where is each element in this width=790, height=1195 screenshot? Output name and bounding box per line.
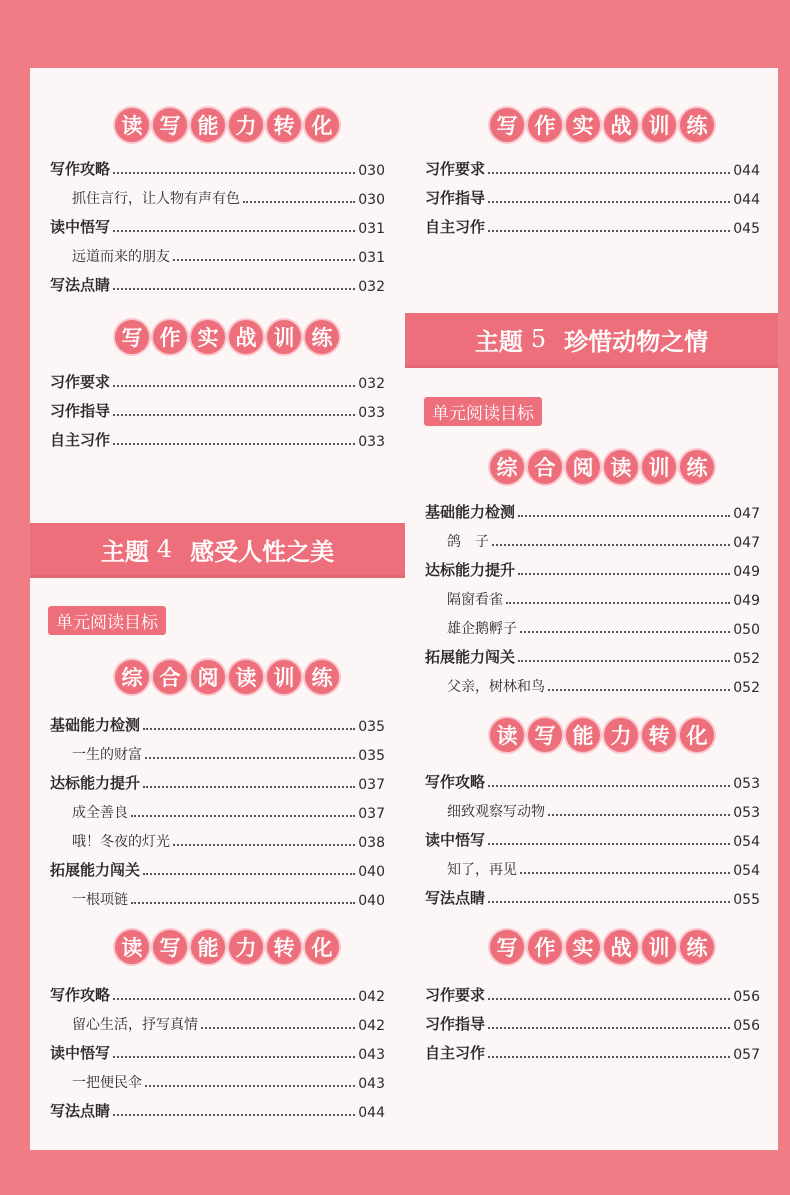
- toc-entry: [72, 800, 385, 822]
- toc-entry-label: 一把便民伞: [72, 1075, 142, 1091]
- toc-entry-label: 雄企鹅孵子: [447, 621, 517, 637]
- section-title-reading-writing: [490, 718, 714, 752]
- title-char: 作: [528, 930, 562, 964]
- toc-entry-label: 隔窗看雀: [447, 592, 503, 608]
- title-char: 写: [528, 718, 562, 752]
- toc-entry: [425, 983, 760, 1005]
- toc-entry-label: 拓展能力闯关: [425, 648, 516, 666]
- toc-entry: [72, 1012, 385, 1034]
- title-char: 读: [229, 660, 263, 694]
- dot-leader: [145, 1085, 355, 1087]
- toc-entry-label: 写法点睛: [50, 1102, 111, 1120]
- theme-number: 4: [156, 535, 173, 563]
- toc-entry-page: 031: [358, 221, 385, 237]
- section-title-reading-training: [490, 450, 714, 484]
- toc-entry: [425, 1041, 760, 1063]
- toc-entry-page: 054: [733, 863, 760, 879]
- dot-leader: [113, 1114, 355, 1116]
- dot-leader: [518, 573, 730, 575]
- dot-leader: [548, 689, 730, 691]
- toc-entry: [425, 645, 760, 667]
- toc-entry-label: 读中悟写: [425, 831, 486, 849]
- dot-leader: [113, 288, 355, 290]
- toc-entry-label: 细致观察写动物: [447, 804, 545, 820]
- dot-leader: [243, 201, 355, 203]
- toc-entry-label: 鸽 子: [447, 534, 489, 550]
- title-char: 练: [680, 108, 714, 142]
- section-title-reading-writing: [115, 930, 339, 964]
- dot-leader: [143, 786, 355, 788]
- section-title-reading-training: [115, 660, 339, 694]
- toc-entry-page: 033: [358, 434, 385, 450]
- dot-leader: [488, 1027, 730, 1029]
- dot-leader: [488, 843, 730, 845]
- dot-leader: [113, 998, 355, 1000]
- dot-leader: [488, 172, 730, 174]
- toc-entry: [50, 713, 385, 735]
- title-char: 写: [490, 930, 524, 964]
- dot-leader: [131, 902, 355, 904]
- toc-entry-label: 达标能力提升: [50, 774, 141, 792]
- toc-entry: [50, 399, 385, 421]
- dot-leader: [113, 414, 355, 416]
- dot-leader: [143, 728, 355, 730]
- toc-entry: [425, 500, 760, 522]
- title-char: 战: [229, 320, 263, 354]
- title-char: 作: [153, 320, 187, 354]
- dot-leader: [520, 631, 730, 633]
- toc-entry-label: 留心生活，抒写真情: [72, 1017, 198, 1033]
- toc-entry-label: 习作要求: [50, 373, 111, 391]
- title-char: 化: [680, 718, 714, 752]
- section-title-writing-practice: [490, 930, 714, 964]
- toc-entry-label: 达标能力提升: [425, 561, 516, 579]
- toc-entry: [50, 273, 385, 295]
- toc-entry: [447, 799, 760, 821]
- dot-leader: [145, 757, 355, 759]
- toc-entry-page: 033: [358, 405, 385, 421]
- theme-name: 珍惜动物之情: [564, 327, 709, 356]
- dot-leader: [518, 515, 730, 517]
- toc-entry-page: 043: [358, 1076, 385, 1092]
- title-char: 能: [566, 718, 600, 752]
- theme-5-band: [405, 313, 778, 365]
- toc-entry-page: 030: [358, 163, 385, 179]
- toc-entry-page: 040: [358, 893, 385, 909]
- unit-reading-goal-tag: 单元阅读目标: [48, 606, 166, 635]
- title-char: 练: [680, 450, 714, 484]
- dot-leader: [518, 660, 730, 662]
- title-char: 阅: [566, 450, 600, 484]
- title-char: 综: [490, 450, 524, 484]
- toc-entry-label: 成全善良: [72, 805, 128, 821]
- title-char: 练: [305, 320, 339, 354]
- dot-leader: [520, 872, 730, 874]
- theme-name: 感受人性之美: [190, 537, 335, 566]
- title-char: 战: [604, 930, 638, 964]
- dot-leader: [173, 844, 355, 846]
- toc-entry-label: 写作攻略: [50, 986, 111, 1004]
- toc-entry-label: 自主习作: [425, 1044, 486, 1062]
- toc-entry-page: 056: [733, 989, 760, 1005]
- toc-entry-label: 拓展能力闯关: [50, 861, 141, 879]
- toc-entry: [50, 1041, 385, 1063]
- toc-entry: [50, 157, 385, 179]
- toc-entry-page: 053: [733, 805, 760, 821]
- dot-leader: [201, 1027, 355, 1029]
- toc-entry-page: 038: [358, 835, 385, 851]
- toc-entry: [425, 1012, 760, 1034]
- toc-entry-page: 032: [358, 376, 385, 392]
- toc-entry: [50, 983, 385, 1005]
- title-char: 训: [267, 320, 301, 354]
- dot-leader: [488, 1056, 730, 1058]
- title-char: 读: [115, 108, 149, 142]
- title-char: 写: [490, 108, 524, 142]
- title-char: 训: [642, 108, 676, 142]
- title-char: 化: [305, 930, 339, 964]
- toc-entry-label: 读中悟写: [50, 218, 111, 236]
- unit-reading-goal-tag: 单元阅读目标: [424, 397, 542, 426]
- dot-leader: [173, 259, 355, 261]
- dot-leader: [113, 172, 355, 174]
- toc-entry-page: 042: [358, 1018, 385, 1034]
- title-char: 力: [229, 108, 263, 142]
- toc-entry: [425, 558, 760, 580]
- title-char: 能: [191, 930, 225, 964]
- toc-entry-page: 035: [358, 748, 385, 764]
- toc-entry-page: 047: [733, 506, 760, 522]
- toc-entry-page: 052: [733, 651, 760, 667]
- title-char: 转: [267, 930, 301, 964]
- title-char: 写: [153, 930, 187, 964]
- toc-entry-label: 知了，再见: [447, 862, 517, 878]
- toc-entry-label: 读中悟写: [50, 1044, 111, 1062]
- toc-entry-page: 049: [733, 593, 760, 609]
- toc-entry-page: 044: [733, 163, 760, 179]
- title-char: 读: [490, 718, 524, 752]
- toc-entry-label: 习作要求: [425, 986, 486, 1004]
- toc-entry-page: 040: [358, 864, 385, 880]
- dot-leader: [113, 385, 355, 387]
- title-char: 作: [528, 108, 562, 142]
- title-char: 化: [305, 108, 339, 142]
- title-char: 训: [642, 450, 676, 484]
- toc-entry: [425, 215, 760, 237]
- toc-entry-page: 057: [733, 1047, 760, 1063]
- theme-prefix: 主题: [474, 327, 523, 356]
- title-char: 能: [191, 108, 225, 142]
- title-char: 练: [680, 930, 714, 964]
- toc-entry-label: 写作攻略: [425, 773, 486, 791]
- title-char: 实: [191, 320, 225, 354]
- toc-entry-page: 042: [358, 989, 385, 1005]
- toc-entry-page: 044: [733, 192, 760, 208]
- title-char: 练: [305, 660, 339, 694]
- title-char: 训: [642, 930, 676, 964]
- toc-entry-page: 044: [358, 1105, 385, 1121]
- title-char: 合: [153, 660, 187, 694]
- dot-leader: [131, 815, 355, 817]
- title-char: 力: [229, 930, 263, 964]
- dot-leader: [488, 901, 730, 903]
- section-title-reading-writing: [115, 108, 339, 142]
- theme-number: 5: [530, 325, 547, 353]
- theme-prefix: 主题: [100, 537, 149, 566]
- toc-entry-page: 055: [733, 892, 760, 908]
- toc-entry-label: 习作指导: [425, 189, 486, 207]
- toc-entry-label: 一根项链: [72, 892, 128, 908]
- toc-entry: [50, 858, 385, 880]
- toc-entry-label: 写法点睛: [50, 276, 111, 294]
- toc-entry: [50, 370, 385, 392]
- dot-leader: [488, 785, 730, 787]
- dot-leader: [113, 230, 355, 232]
- toc-entry-page: 032: [358, 279, 385, 295]
- dot-leader: [488, 998, 730, 1000]
- toc-entry-page: 037: [358, 806, 385, 822]
- toc-entry: [72, 1070, 385, 1092]
- toc-entry-label: 哦！冬夜的灯光: [72, 834, 170, 850]
- toc-entry-page: 049: [733, 564, 760, 580]
- title-char: 力: [604, 718, 638, 752]
- toc-entry-label: 习作要求: [425, 160, 486, 178]
- toc-entry-label: 习作指导: [425, 1015, 486, 1033]
- dot-leader: [492, 544, 730, 546]
- dot-leader: [113, 1056, 355, 1058]
- dot-leader: [488, 201, 730, 203]
- title-char: 读: [115, 930, 149, 964]
- section-title-writing-practice: [115, 320, 339, 354]
- toc-entry-page: 037: [358, 777, 385, 793]
- toc-entry-label: 远道而来的朋友: [72, 249, 170, 265]
- title-char: 阅: [191, 660, 225, 694]
- toc-entry-label: 自主习作: [425, 218, 486, 236]
- toc-entry-label: 基础能力检测: [50, 716, 141, 734]
- toc-entry: [72, 829, 385, 851]
- toc-entry-page: 053: [733, 776, 760, 792]
- dot-leader: [143, 873, 355, 875]
- title-char: 写: [153, 108, 187, 142]
- toc-entry: [72, 742, 385, 764]
- toc-entry: [50, 1099, 385, 1121]
- title-char: 战: [604, 108, 638, 142]
- toc-entry-page: 050: [733, 622, 760, 638]
- toc-entry-label: 习作指导: [50, 402, 111, 420]
- toc-entry: [72, 887, 385, 909]
- toc-entry-page: 054: [733, 834, 760, 850]
- title-char: 转: [642, 718, 676, 752]
- toc-entry: [447, 529, 760, 551]
- toc-entry-page: 047: [733, 535, 760, 551]
- toc-entry-page: 052: [733, 680, 760, 696]
- toc-entry-page: 045: [733, 221, 760, 237]
- toc-entry-label: 基础能力检测: [425, 503, 516, 521]
- toc-entry: [447, 674, 760, 696]
- dot-leader: [488, 230, 730, 232]
- toc-entry: [425, 186, 760, 208]
- toc-entry-page: 043: [358, 1047, 385, 1063]
- toc-entry: [72, 186, 385, 208]
- toc-entry-label: 抓住言行，让人物有声有色: [72, 191, 240, 207]
- dot-leader: [548, 814, 730, 816]
- toc-entry: [447, 587, 760, 609]
- toc-entry: [425, 828, 760, 850]
- title-char: 合: [528, 450, 562, 484]
- toc-entry-label: 写作攻略: [50, 160, 111, 178]
- toc-entry: [425, 770, 760, 792]
- toc-entry: [72, 244, 385, 266]
- toc-entry: [447, 857, 760, 879]
- toc-entry-page: 030: [358, 192, 385, 208]
- title-char: 综: [115, 660, 149, 694]
- toc-entry-page: 035: [358, 719, 385, 735]
- toc-entry-label: 一生的财富: [72, 747, 142, 763]
- toc-entry: [447, 616, 760, 638]
- section-title-writing-practice: [490, 108, 714, 142]
- toc-entry: [50, 771, 385, 793]
- title-char: 读: [604, 450, 638, 484]
- title-char: 转: [267, 108, 301, 142]
- toc-entry-page: 031: [358, 250, 385, 266]
- title-char: 实: [566, 108, 600, 142]
- theme-4-band: [30, 523, 405, 575]
- dot-leader: [113, 443, 355, 445]
- toc-entry: [425, 157, 760, 179]
- toc-entry-label: 父亲，树林和鸟: [447, 679, 545, 695]
- toc-entry-label: 自主习作: [50, 431, 111, 449]
- toc-entry-page: 056: [733, 1018, 760, 1034]
- dot-leader: [506, 602, 730, 604]
- toc-entry: [50, 428, 385, 450]
- title-char: 训: [267, 660, 301, 694]
- toc-entry: [50, 215, 385, 237]
- title-char: 写: [115, 320, 149, 354]
- title-char: 实: [566, 930, 600, 964]
- toc-entry: [425, 886, 760, 908]
- toc-entry-label: 写法点睛: [425, 889, 486, 907]
